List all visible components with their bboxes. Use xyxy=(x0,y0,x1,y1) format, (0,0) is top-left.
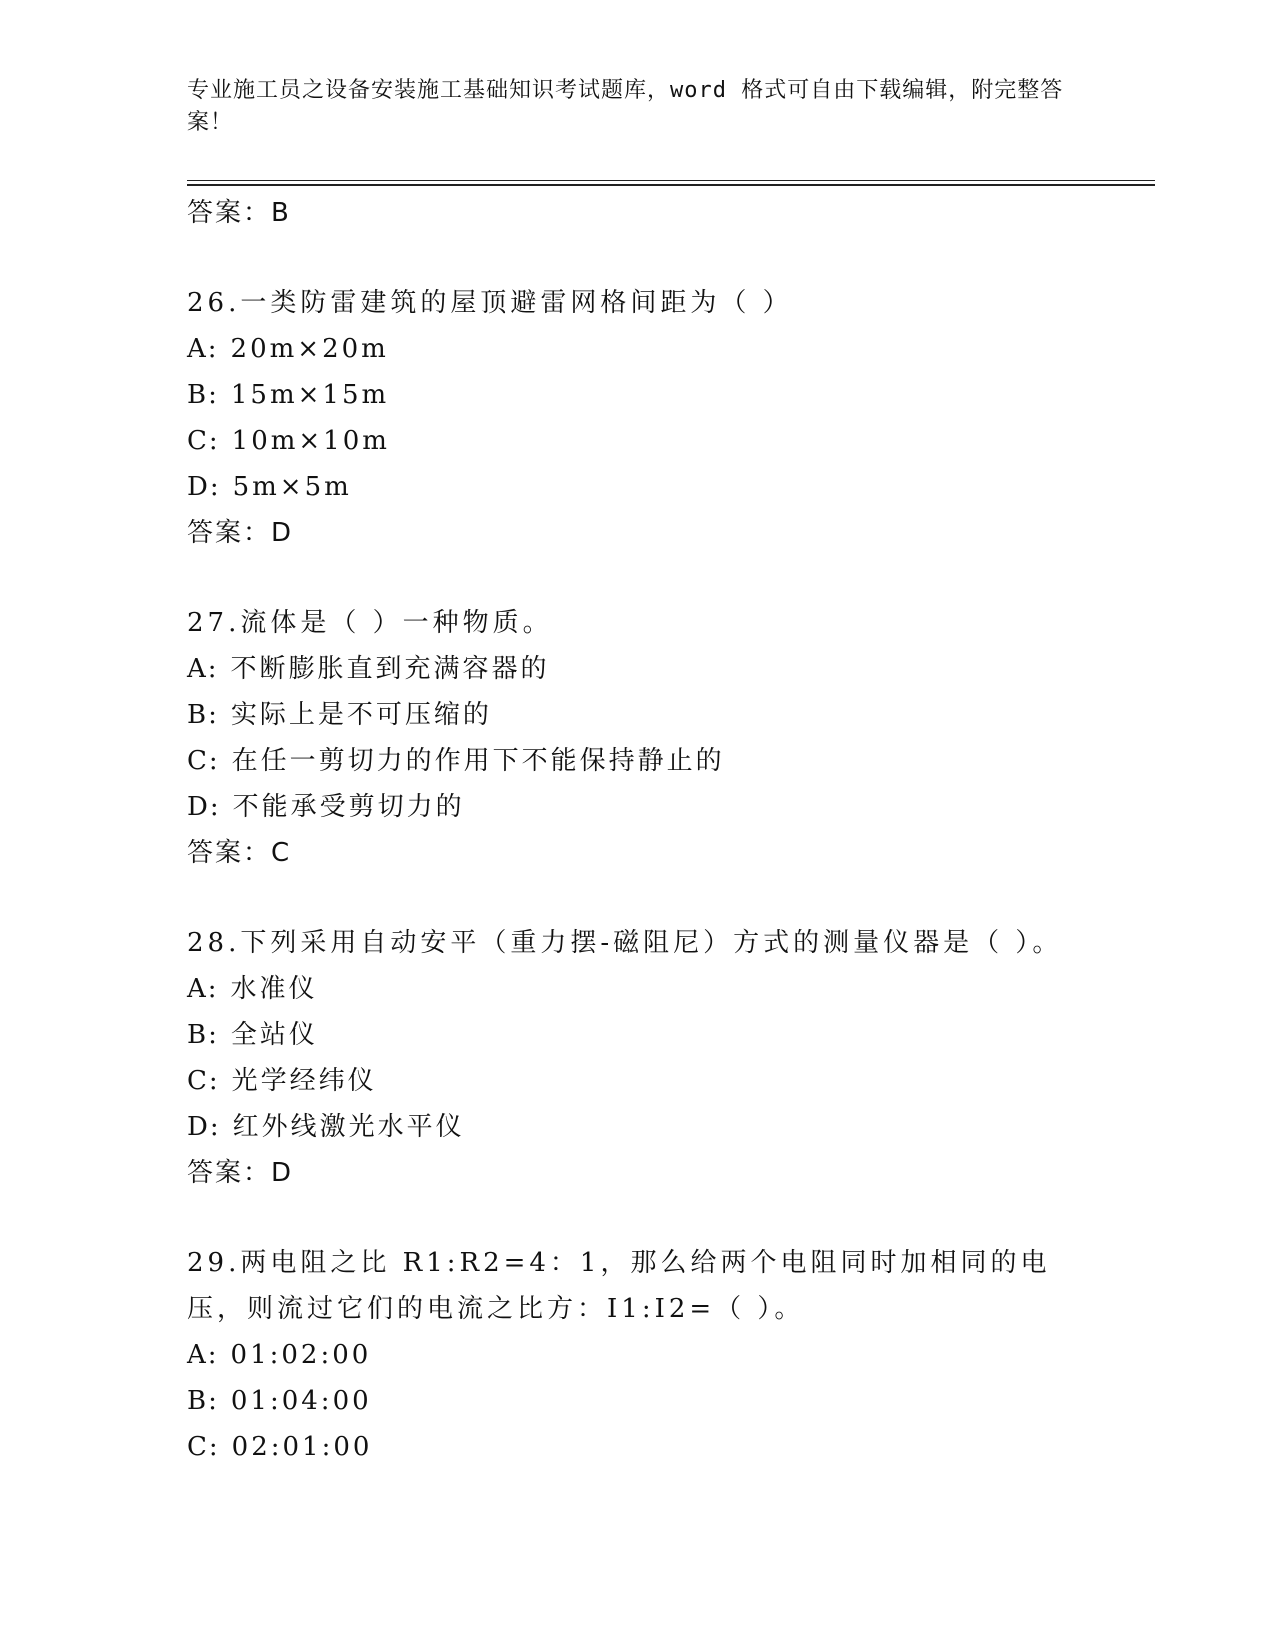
option-b xyxy=(187,372,1087,418)
question-29 xyxy=(187,1240,1087,1470)
question-28 xyxy=(187,920,1087,1196)
question-list xyxy=(187,190,1087,1470)
option-c xyxy=(187,1424,1087,1470)
question-stem: 27.流体是（ ）一种物质。 xyxy=(187,608,553,638)
document-header: 专业施工员之设备安装施工基础知识考试题库，word 格式可自由下载编辑，附完整答案！ xyxy=(187,78,1064,135)
answer-line: 答案：C xyxy=(187,838,292,868)
option-text: 水准仪 xyxy=(230,974,318,1004)
question-stem: 28.下列采用自动安平（重力摆-磁阻尼）方式的测量仪器是（ ）。 xyxy=(187,928,1063,958)
option-text: 15m×15m xyxy=(230,380,390,410)
option-b xyxy=(187,1012,1087,1058)
option-a xyxy=(187,966,1087,1012)
question-26 xyxy=(187,280,1087,556)
answer-line: 答案：D xyxy=(187,1158,294,1188)
option-c xyxy=(187,1058,1087,1104)
option-key: D: xyxy=(187,792,221,822)
option-key: B: xyxy=(187,700,219,730)
option-key: C: xyxy=(187,1066,220,1096)
option-key: A: xyxy=(187,1340,219,1370)
option-key: C: xyxy=(187,426,220,456)
option-key: A: xyxy=(187,334,219,364)
option-text: 01:04:00 xyxy=(230,1386,372,1416)
option-text: 光学经纬仪 xyxy=(231,1066,377,1096)
option-c xyxy=(187,738,1087,784)
option-text: 实际上是不可压缩的 xyxy=(230,700,492,730)
option-key: A: xyxy=(187,654,219,684)
answer-line: 答案：D xyxy=(187,518,294,548)
option-text: 不能承受剪切力的 xyxy=(232,792,465,822)
option-text: 01:02:00 xyxy=(230,1340,372,1370)
option-text: 20m×20m xyxy=(230,334,389,364)
option-key: D: xyxy=(187,1112,221,1142)
option-d xyxy=(187,464,1087,510)
header-divider-thin xyxy=(187,180,1155,181)
option-key: B: xyxy=(187,1020,219,1050)
answer-line: 答案：B xyxy=(187,198,291,228)
option-b xyxy=(187,1378,1087,1424)
option-a xyxy=(187,646,1087,692)
option-key: C: xyxy=(187,1432,220,1462)
question-stem: 26.一类防雷建筑的屋顶避雷网格间距为（ ） xyxy=(187,288,793,318)
header-divider-thick xyxy=(187,184,1155,186)
option-key: D: xyxy=(187,472,221,502)
option-key: C: xyxy=(187,746,220,776)
option-text: 在任一剪切力的作用下不能保持静止的 xyxy=(231,746,725,776)
option-text: 不断膨胀直到充满容器的 xyxy=(230,654,550,684)
option-key: B: xyxy=(187,1386,219,1416)
option-text: 5m×5m xyxy=(232,472,352,502)
option-d xyxy=(187,784,1087,830)
option-text: 全站仪 xyxy=(230,1020,318,1050)
option-c xyxy=(187,418,1087,464)
question-27 xyxy=(187,600,1087,876)
option-a xyxy=(187,326,1087,372)
option-b xyxy=(187,692,1087,738)
question-stem: 29.两电阻之比 R1:R2=4：1，那么给两个电阻同时加相同的电压，则流过它们的电流之比方：I1:I2=（ ）。 xyxy=(187,1248,1051,1324)
option-key: B: xyxy=(187,380,219,410)
option-text: 10m×10m xyxy=(231,426,390,456)
option-a xyxy=(187,1332,1087,1378)
option-key: A: xyxy=(187,974,219,1004)
option-text: 红外线激光水平仪 xyxy=(232,1112,465,1142)
option-d xyxy=(187,1104,1087,1150)
option-text: 02:01:00 xyxy=(231,1432,373,1462)
